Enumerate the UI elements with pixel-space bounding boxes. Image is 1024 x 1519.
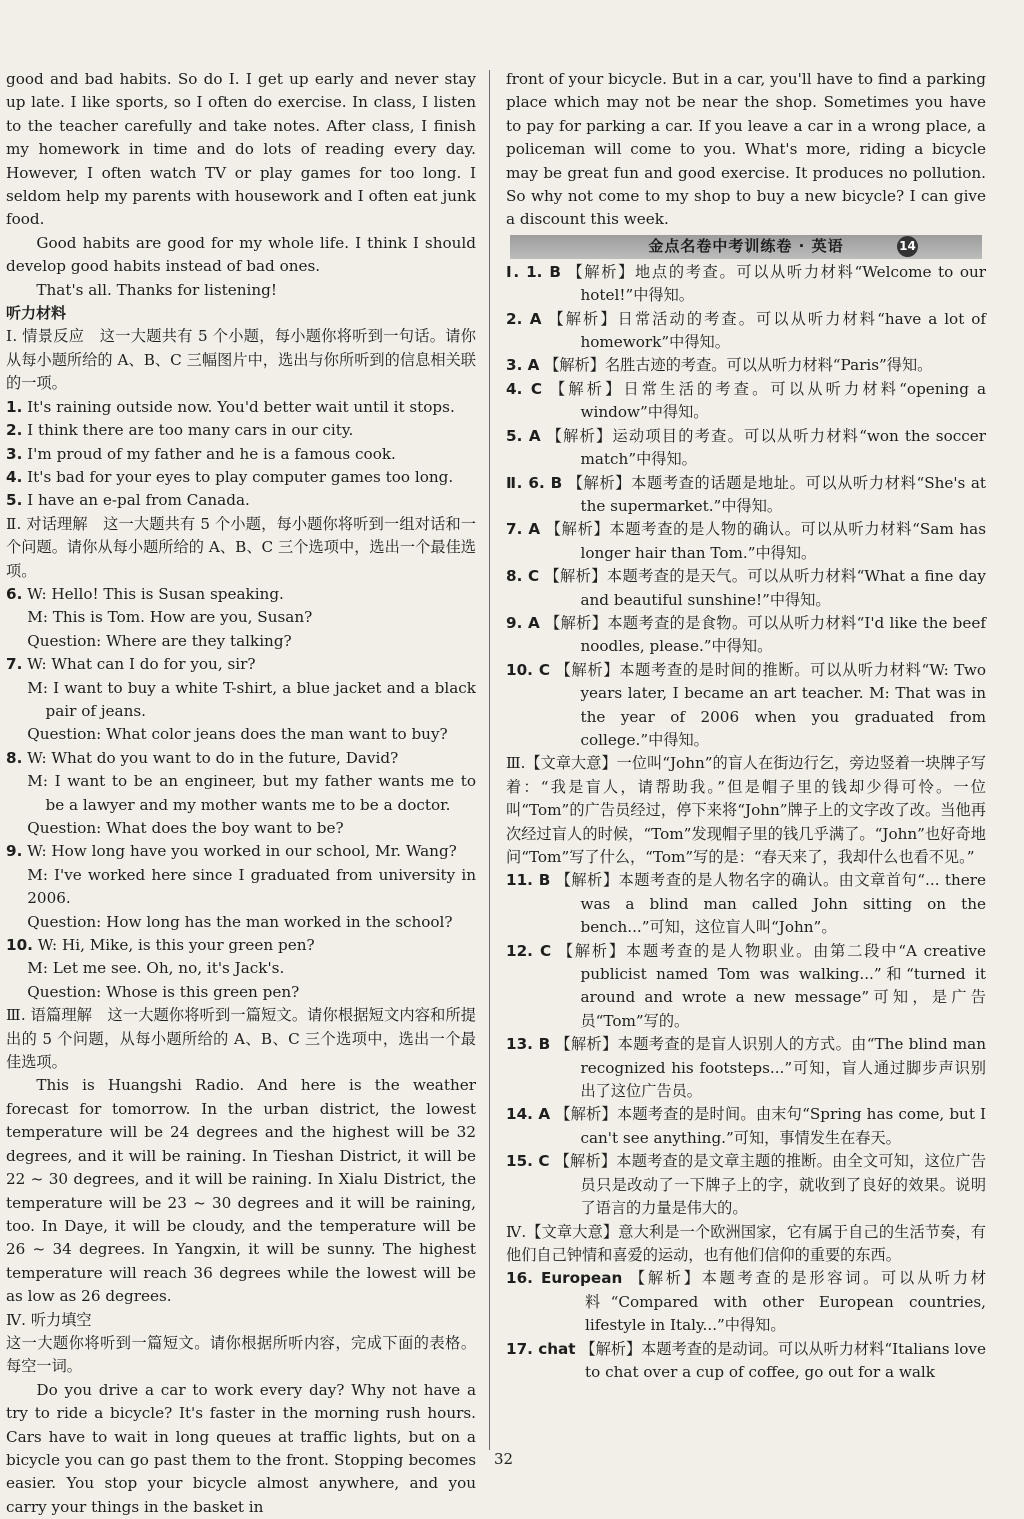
answer-item: 10. C 【解析】本题考查的是时间的推断。可以从听力材料“W: Two years later, I became an art teacher. M: That was in the year of 2006 when you graduated from college.”中得知。 (506, 660, 987, 749)
section-heading: Ⅱ. 对话理解 这一大题共有 5 个小题，每小题你将听到一组对话和一个问题。请你从每小题所给的 A、B、C 三个选项中，选出一个最佳选项。 (6, 514, 476, 580)
answer-item: 2. A 【解析】日常活动的考查。可以从听力材料“have a lot of homework”中得知。 (506, 309, 987, 352)
dialog-line: Question: What color jeans does the man want to buy? (27, 725, 448, 744)
dialog-line: M: Let me see. Oh, no, it's Jack's. (27, 959, 285, 978)
banner-title: 金点名卷中考训练卷 · 英语 (648, 237, 844, 256)
dialog-line: M: I've worked here since I graduated from university in 2006. (27, 865, 476, 908)
list-item: 1. It's raining outside now. You'd better wait until it stops. (6, 397, 455, 416)
banner-badge: 14 (897, 236, 918, 257)
answer-item: 3. A 【解析】名胜古迹的考查。可以从听力材料“Paris”得知。 (506, 356, 933, 375)
answer-item: 11. B 【解析】本题考查的是人物名字的确认。由文章首句“... there was a blind man called John sitting on the bench...”可知，这位盲人叫“John”。 (506, 871, 987, 937)
answer-item: 15. C 【解析】本题考查的是文章主题的推断。由全文可知，这位广告员只是改动了一下牌子上的字，就收到了良好的效果。说明了语言的力量是伟大的。 (506, 1152, 987, 1218)
passage-summary: Ⅳ.【文章大意】意大利是一个欧洲国家，它有属于自己的生活节奏，有他们自己钟情和喜爱的运动，也有他们信仰的重要的东西。 (506, 1222, 986, 1264)
dialog-line: 6. W: Hello! This is Susan speaking. (6, 584, 284, 603)
dialog-line: Question: Where are they talking? (27, 631, 292, 650)
dialog-line: M: I want to buy a white T-shirt, a blue jacket and a black pair of jeans. (27, 678, 476, 720)
dialog-line: 8. W: What do you want to do in the future, David? (6, 748, 399, 767)
passage-text: front of your bicycle. But in a car, you'll have to find a parking place which may not be near the shop. Sometimes you have to pay for parking a car. If you leave a car in a wrong place, a policeman will come to you. What's more, riding a bicycle may be great fun and good exercise. It produces no pollution. So why not come to my shop to buy a new bicycle? I can give a discount this week. (506, 70, 986, 229)
page-number: 32 (494, 1450, 514, 1468)
essay-paragraph: Good habits are good for my whole life. I think I should develop good habits instead of bad ones. (6, 233, 476, 276)
left-column (6, 68, 476, 1519)
section-title: Ⅳ. 听力填空 (6, 1310, 92, 1329)
answer-item: 5. A 【解析】运动项目的考查。可以从听力材料“won the soccer match”中得知。 (506, 426, 987, 469)
answer-item: 7. A 【解析】本题考查的是人物的确认。可以从听力材料“Sam has longer hair than Tom.”中得知。 (506, 520, 986, 562)
essay-paragraph: good and bad habits. So do I. I get up early and never stay up late. I like sports, so I often do exercise. In class, I listen to the teacher carefully and take notes. After class, I finish my homework in time and do lots of reading every day. However, I often watch TV or play games for too long. I seldom help my parents with housework and I often eat junk food. (6, 70, 476, 229)
answer-item: 16. European 【解析】本题考查的是形容词。可以从听力材料“Compared with other European countries, lifestyle in Italy...”中得知。 (506, 1269, 987, 1335)
passage-text: Do you drive a car to work every day? Why not have a try to ride a bicycle? It's faster in the morning rush hours. Cars have to wait in long queues at traffic lights, but on a bicycle you can go past them to the front. Stopping becomes easier. You stop your bicycle almost anywhere, and you carry your things in the basket in (6, 1380, 476, 1516)
answer-item: 17. chat 【解析】本题考查的是动词。可以从听力材料“Italians love to chat over a cup of coffee, go out for a walk (506, 1339, 987, 1381)
list-item: 4. It's bad for your eyes to play computer games too long. (6, 467, 454, 486)
section-heading: Ⅲ. 语篇理解 这一大题你将听到一篇短文。请你根据短文内容和所提出的 5 个问题，从每小题所给的 A、B、C 三个选项中，选出一个最佳选项。 (6, 1006, 476, 1072)
column-divider (489, 70, 490, 1450)
answer-item: 12. C 【解析】本题考查的是人物职业。由第二段中“A creative publicist named Tom was walking...”和“turned it around and wrote a new message”可知，是广告员“Tom”写的。 (506, 941, 986, 1030)
right-column (506, 68, 986, 1384)
answer-item: 4. C 【解析】日常生活的考查。可以从听力材料“opening a window”中得知。 (506, 379, 986, 422)
passage-summary: Ⅲ.【文章大意】一位叫“John”的盲人在街边行乞，旁边竖着一块牌子写着：“我是盲人，请帮助我。”但是帽子里的钱却少得可怜。一位叫“Tom”的广告员经过，停下来将“John”牌子上的文字改了改。当他再次经过盲人的时候，“Tom”发现帽子里的钱几乎满了。“John”也好奇地问“Tom”写了什么，“Tom”写的是：“春天来了，我却什么也看不见。” (506, 754, 986, 866)
answer-item: 9. A 【解析】本题考查的是食物。可以从听力材料“I'd like the beef noodles, please.”中得知。 (506, 613, 987, 656)
list-item: 2. I think there are too many cars in our city. (6, 421, 354, 440)
answer-item: 14. A 【解析】本题考查的是时间。由末句“Spring has come, but I can't see anything.”可知，事情发生在春天。 (506, 1105, 986, 1147)
list-item: 5. I have an e-pal from Canada. (6, 491, 250, 510)
section-banner (510, 235, 982, 259)
section-heading: 这一大题你将听到一篇短文。请你根据所听内容，完成下面的表格。每空一词。 (6, 1333, 476, 1376)
dialog-line: M: I want to be an engineer, but my father wants me to be a lawyer and my mother wants me to be a doctor. (27, 772, 476, 814)
list-item: 3. I'm proud of my father and he is a famous cook. (6, 444, 396, 463)
answer-item: Ⅱ. 6. B 【解析】本题考查的话题是地址。可以从听力材料“She's at the supermarket.”中得知。 (506, 473, 986, 515)
listening-title: 听力材料 (6, 304, 67, 323)
dialog-line: Question: How long has the man worked in the school? (27, 912, 453, 931)
dialog-line: 9. W: How long have you worked in our school, Mr. Wang? (6, 842, 457, 861)
dialog-line: M: This is Tom. How are you, Susan? (27, 608, 313, 627)
dialog-line: 10. W: Hi, Mike, is this your green pen? (6, 936, 315, 955)
dialog-line: 7. W: What can I do for you, sir? (6, 655, 256, 674)
answer-item: 13. B 【解析】本题考查的是盲人识别人的方式。由“The blind man recognized his footsteps...”可知，盲人通过脚步声识别出了这位广告员。 (506, 1035, 987, 1101)
passage-text: This is Huangshi Radio. And here is the weather forecast for tomorrow. In the urban district, the lowest temperature will be 24 degrees and the highest will be 32 degrees, and it will be raining. In Tieshan District, it will be 22 ~ 30 degrees, and it will be raining. In Xialu District, the temperature will be 23 ~ 30 degrees and it will be raining, too. In Daye, it will be cloudy, and the temperature will be 26 ~ 34 degrees. In Yangxin, it will be sunny. The highest temperature will reach 36 degrees while the lowest will be as low as 26 degrees. (6, 1076, 476, 1306)
dialog-line: Question: What does the boy want to be? (27, 819, 344, 837)
answer-item: Ⅰ. 1. B 【解析】地点的考查。可以从听力材料“Welcome to our hotel!”中得知。 (506, 262, 987, 305)
dialog-line: Question: Whose is this green pen? (27, 982, 300, 1001)
essay-paragraph: That's all. Thanks for listening! (36, 280, 277, 299)
section-heading: Ⅰ. 情景反应 这一大题共有 5 个小题，每小题你将听到一句话。请你从每小题所给的 A、B、C 三幅图片中，选出与你所听到的信息相关联的一项。 (6, 327, 476, 393)
answer-item: 8. C 【解析】本题考查的是天气。可以从听力材料“What a fine day and beautiful sunshine!”中得知。 (506, 567, 986, 609)
